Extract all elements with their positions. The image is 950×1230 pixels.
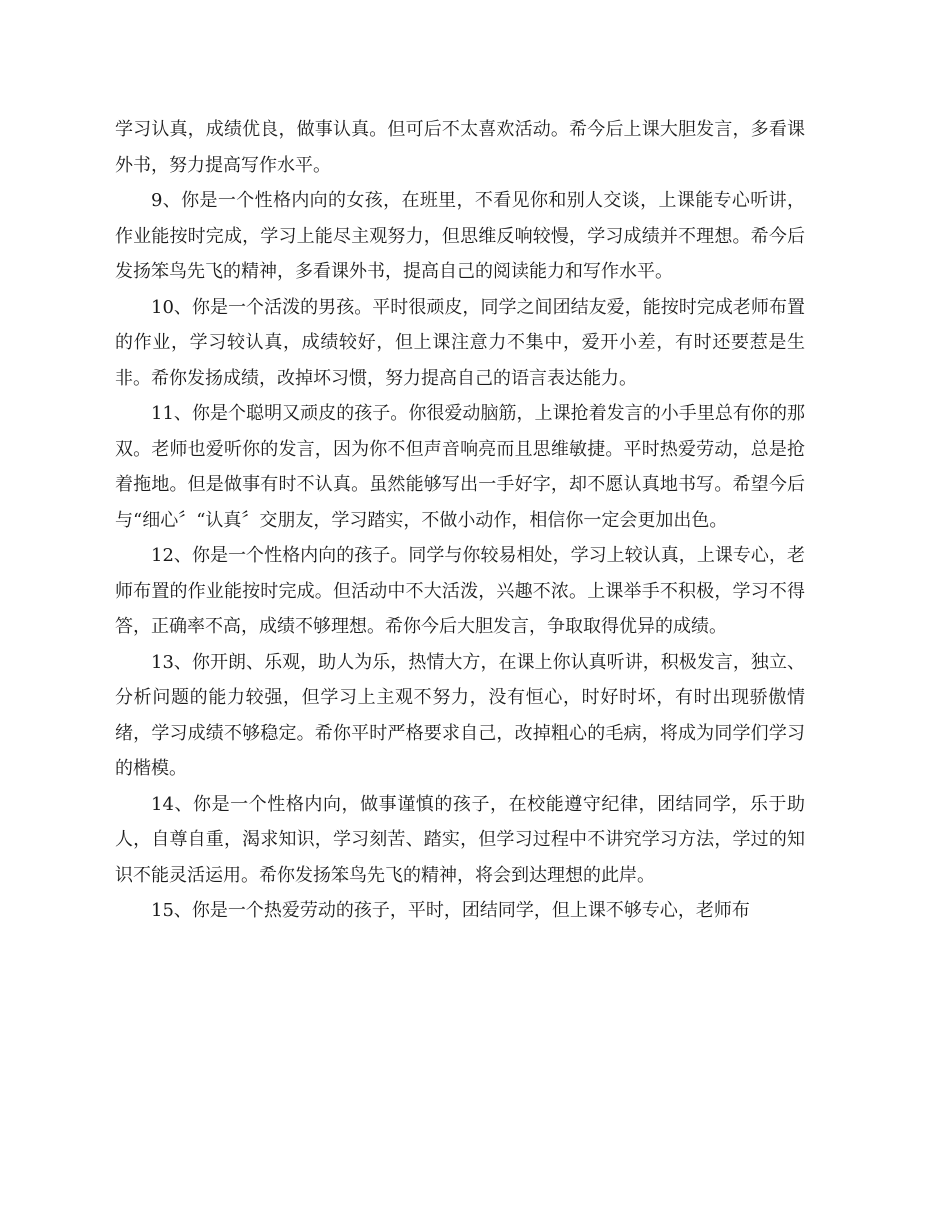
paragraph-comment-12: 12、你是一个性格内向的孩子。同学与你较易相处，学习上较认真，上课专心，老师布置的作业能按时完成。但活动中不大活泼，兴趣不浓。上课举手不积极，学习不得答，正确率不高，成绩不够理想。希你今后大胆发言，争取取得优异的成绩。 [115, 545, 805, 637]
paragraph-comment-14: 14、你是一个性格内向，做事谨慎的孩子，在校能遵守纪律，团结同学，乐于助人，自尊自重，渴求知识，学习刻苦、踏实，但学习过程中不讲究学习方法，学过的知识不能灵活运用。希你发扬笨鸟先飞的精神，将会到达理想的此岸。 [115, 793, 805, 886]
paragraph-comment-11: 11、你是个聪明又顽皮的孩子。你很爱动脑筋，上课抢着发言的小手里总有你的那双。老师也爱听你的发言，因为你不但声音响亮而且思维敏捷。平时热爱劳动，总是抢着拖地。但是做事有时不认真。虽然能够写出一手好字，却不愿认真地书写。希望今后与“细心〞“认真〞交朋友，学习踏实，不做小动作，相信你一定会更加出色。 [115, 403, 805, 531]
paragraph-continuation: 学习认真，成绩优良，做事认真。但可后不太喜欢活动。希今后上课大胆发言，多看课外书，努力提高写作水平。 [115, 119, 805, 176]
paragraph-comment-9: 9、你是一个性格内向的女孩，在班里，不看见你和别人交谈，上课能专心听讲，作业能按时完成，学习上能尽主观努力，但思维反响较慢，学习成绩并不理想。希今后发扬笨鸟先飞的精神，多看课外书，提高自己的阅读能力和写作水平。 [115, 190, 805, 282]
paragraph-comment-13: 13、你开朗、乐观，助人为乐，热情大方，在课上你认真听讲，积极发言，独立、分析问题的能力较强，但学习上主观不努力，没有恒心，时好时坏，有时出现骄傲情绪，学习成绩不够稳定。希你平时严格要求自己，改掉粗心的毛病，将成为同学们学习的楷模。 [115, 651, 805, 779]
document-body [115, 112, 805, 929]
paragraph-comment-10: 10、你是一个活泼的男孩。平时很顽皮，同学之间团结友爱，能按时完成老师布置的作业，学习较认真，成绩较好，但上课注意力不集中，爱开小差，有时还要惹是生非。希你发扬成绩，改掉坏习惯，努力提高自己的语言表达能力。 [115, 296, 805, 389]
paragraph-comment-15: 15、你是一个热爱劳动的孩子，平时，团结同学，但上课不够专心，老师布 [151, 900, 750, 921]
